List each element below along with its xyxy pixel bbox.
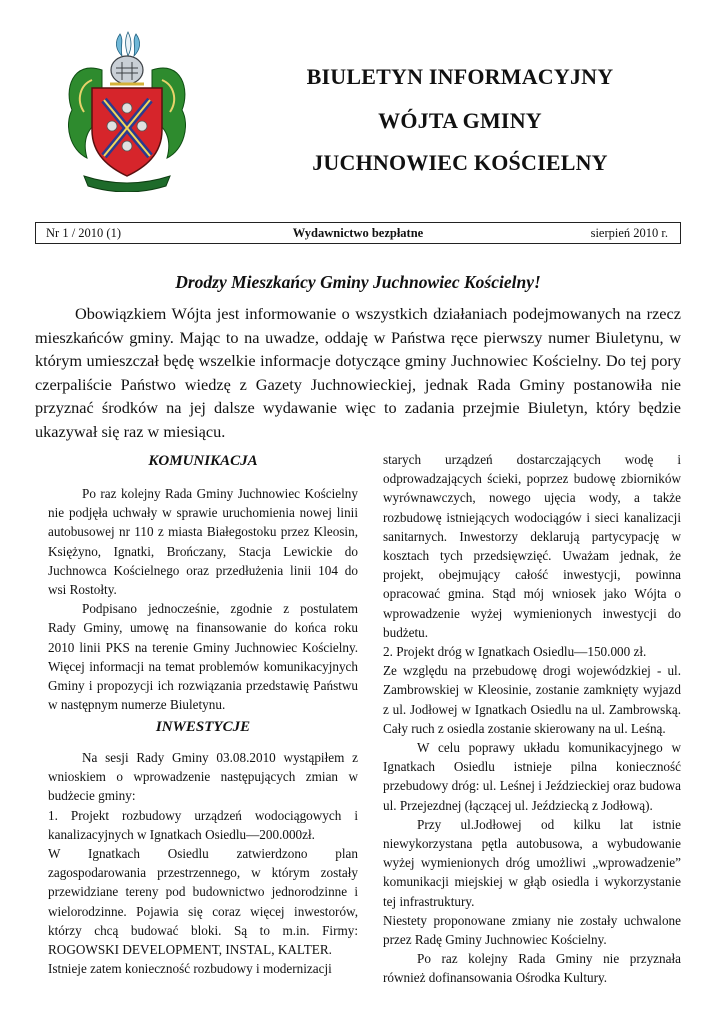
- issue-info-bar: [35, 222, 681, 244]
- paragraph: Przy ul.Jodłowej od kilku lat istnie niewykorzystana pętla autobusowa, a wybudowanie wyżej wymienionych dróg umożliwi „wprowadzenie” komunikacji miejskiej w głąb osiedla i wykorzystanie tej infrastruktury.: [383, 816, 681, 909]
- paragraph: Niestety proponowane zmiany nie zostały uchwalone przez Radę Gminy Juchnowiec Kościelny.: [383, 912, 681, 948]
- section-body-komunikacja: [48, 484, 358, 714]
- section-heading-komunikacja: KOMUNIKACJA: [148, 453, 258, 469]
- paragraph: 2. Projekt dróg w Ignatkach Osiedlu—150.000 zł.: [383, 644, 647, 660]
- intro-paragraph: Obowiązkiem Wójta jest informowanie o wszystkich działaniach podejmowanych na rzecz mieszkańców gminy. Mając to na uwadze, oddaję w Państwa ręce pierwszy numer Biuletynu, w którym umieszczał będę wszelkie informacje dotyczące gminy Juchnowiec Kościelny. Do tej pory czerpaliście Państwo wiedzę z Gazety Juchnowieckiej, jednak Rada Gminy postanowiła nie przyznać środków na jej dalsze wydawanie więc to zadania przejmie Biuletyn, który będzie ukazywał się raz w miesiącu.: [35, 304, 681, 441]
- coat-of-arms-crest: [62, 30, 192, 192]
- paragraph: W celu poprawy układu komunikacyjnego w Ignatkach Osiedlu istnieje pilna konieczność przebudowy dróg: ul. Leśnej i Jeździeckiej oraz budowa ul. Przejezdnej (łączącej ul. Jeździecką z Jodłową).: [383, 740, 681, 813]
- paragraph: Ze względu na przebudowę drogi wojewódzkiej - ul. Zambrowskiej w Kleosinie, zostanie zamknięty wyjazd z ul. Jodłowej w Ignatkach Osiedlu na ul. Zambrowską. Cały ruch z osiedla zostanie skierowany na ul. Leśną.: [383, 663, 681, 736]
- bulletin-title-line-3: JUCHNOWIEC KOŚCIELNY: [312, 150, 608, 175]
- paragraph: 1. Projekt rozbudowy urządzeń wodociągowych i kanalizacyjnych w Ignatkach Osiedlu—200.000zł.: [48, 807, 358, 842]
- issue-number: Nr 1 / 2010 (1): [46, 226, 121, 240]
- paragraph: Podpisano jednocześnie, zgodnie z postulatem Rady Gminy, umowę na finansowanie do końca roku 2010 linii PKS na terenie Gminy Juchnowiec Kościelny. Więcej informacji na temat problemów komunikacyjnych Gminy i propozycji ich rozwiązania przedstawię Państwu w następnym numerze Biuletynu.: [48, 601, 358, 713]
- greeting-heading: Drodzy Mieszkańcy Gminy Juchnowiec Kościelny!: [175, 272, 541, 292]
- right-column-body: [383, 450, 681, 988]
- paragraph: starych urządzeń dostarczających wodę i odprowadzających ścieki, poprzez budowę zbiorników wyrównawczych, nowego ujęcia wody, a także rozbudowę istniejących wodociągów i sieci kanalizacji sanitarnych. Inwestorzy deklarują partycypację w kosztach tych przedsięwzięć. Uważam jednak, że projekt, obejmujący całość inwestycji, powinna opracować gmina. Stąd mój wniosek jako Wójta o wprowadzenie wyżej wymienionych inwestycji do budżetu.: [383, 452, 681, 640]
- paragraph: W Ignatkach Osiedlu zatwierdzono plan zagospodarowania przestrzennego, w którym zostały przewidziane tereny pod budownictwo jednorodzinne i wielorodzinne. Pojawia się coraz więcej inwestorów, którzy chcą budować bloki. Są to m.in. Firmy: ROGOWSKI DEVELOPMENT, INSTAL, KALTER.: [48, 846, 358, 958]
- paragraph: Po raz kolejny Rada Gminy Juchnowiec Kościelny nie podjęła uchwały w sprawie uruchomienia nowej linii autobusowej nr 110 z miasta Białegostoku przez Kleosin, Księżyno, Ignatki, Brończany, Stacja Lewickie do Juchnowca Kościelnego oraz przedłużenia linii 104 do wsi Rostołty.: [48, 486, 358, 598]
- bulletin-title-line-1: BIULETYN INFORMACYJNY: [306, 64, 614, 89]
- paragraph: Po raz kolejny Rada Gminy nie przyznała również dofinansowania Ośrodka Kultury.: [383, 951, 681, 986]
- section-body-inwestycje: [48, 748, 358, 978]
- bulletin-title-line-2: WÓJTA GMINY: [378, 108, 542, 133]
- paragraph: Istnieje zatem konieczność rozbudowy i modernizacji: [48, 961, 332, 977]
- section-heading-inwestycje: INWESTYCJE: [155, 719, 251, 735]
- publisher-note: Wydawnictwo bezpłatne: [292, 226, 424, 240]
- issue-date: sierpień 2010 r.: [590, 226, 668, 240]
- paragraph: Na sesji Rady Gminy 03.08.2010 wystąpiłem z wnioskiem o wprowadzenie następujących zmian w budżecie gminy:: [48, 750, 358, 804]
